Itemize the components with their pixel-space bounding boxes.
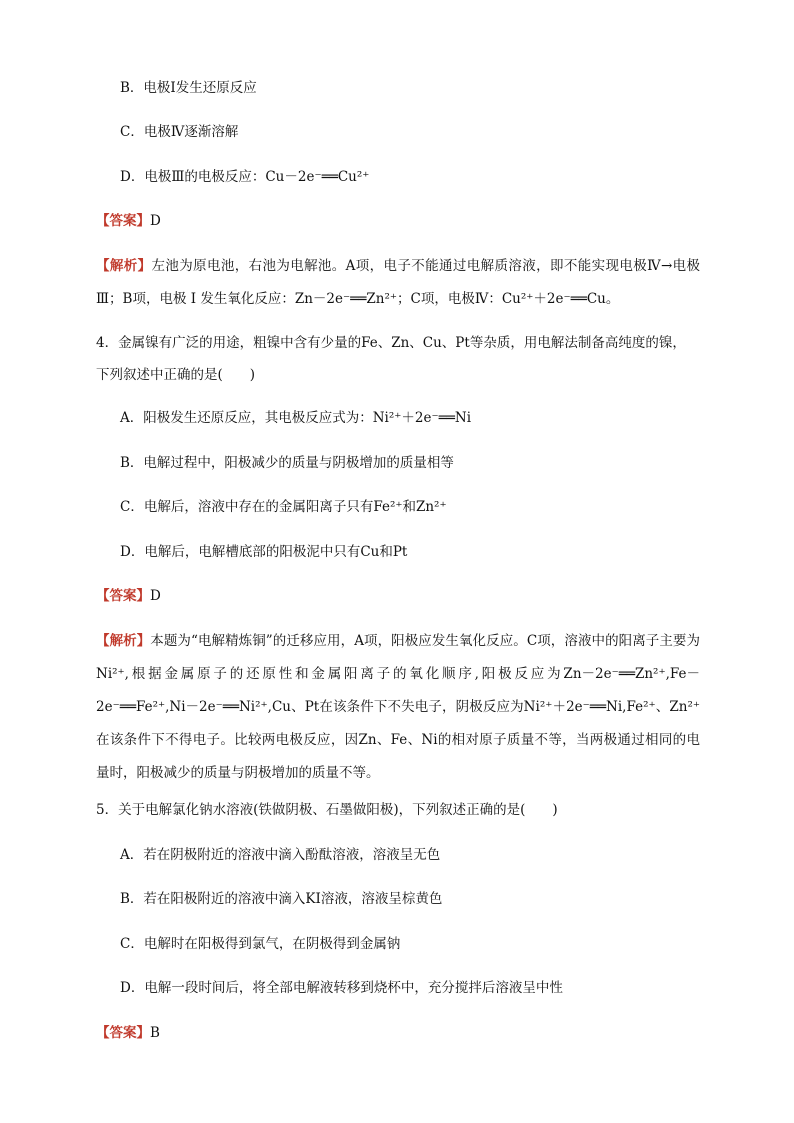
- q5-stem: 5．关于电解氯化钠水溶液(铁做阴极、石墨做阳极)，下列叙述正确的是( ): [96, 802, 558, 818]
- q4-option-c: C．电解后，溶液中存在的金属阳离子只有Fe²⁺和Zn²⁺: [120, 499, 447, 515]
- answer-label: 【答案】: [96, 213, 150, 229]
- answer-label: 【答案】: [96, 1025, 150, 1041]
- q3-analysis: [96, 250, 700, 316]
- q3-answer: [96, 211, 161, 231]
- q4-analysis: [96, 625, 700, 790]
- answer-label: 【答案】: [96, 588, 150, 604]
- answer-value: D: [150, 213, 161, 229]
- q3-option-c: C．电极Ⅳ逐渐溶解: [120, 124, 239, 140]
- q5-option-a: A．若在阴极附近的溶液中滴入酚酞溶液，溶液呈无色: [120, 847, 441, 863]
- q5-option-d: D．电解一段时间后，将全部电解液转移到烧杯中，充分搅拌后溶液呈中性: [120, 980, 563, 996]
- q3-option-d: D．电极Ⅲ的电极反应：Cu－2e⁻══Cu²⁺: [120, 169, 370, 185]
- q4-option-a: A．阳极发生还原反应，其电极反应式为：Ni²⁺＋2e⁻══Ni: [120, 410, 472, 426]
- q4-stem-line2: 下列叙述中正确的是( ): [96, 367, 256, 383]
- q3-option-b: B．电极Ⅰ发生还原反应: [120, 80, 257, 96]
- analysis-text: 左池为原电池，右池为电解池。A项，电子不能通过电解质溶液，即不能实现电极Ⅳ→电极Ⅲ；B项，电极 Ⅰ 发生氧化反应：Zn－2e⁻══Zn²⁺；C项，电极Ⅳ：Cu²⁺＋2e⁻══Cu。: [96, 258, 700, 307]
- analysis-label: 【解析】: [96, 258, 152, 274]
- answer-value: B: [150, 1025, 160, 1041]
- q4-option-d: D．电解后，电解槽底部的阳极泥中只有Cu和Pt: [120, 544, 408, 560]
- analysis-text: 本题为“电解精炼铜”的迁移应用，A项，阳极应发生氧化反应。C项，溶液中的阳离子主要为Ni²⁺,根据金属原子的还原性和金属阳离子的氧化顺序,阳极反应为Zn－2e⁻══Zn²⁺,Fe－2e⁻══Fe²⁺,Ni－2e⁻══Ni²⁺,Cu、Pt在该条件下不失电子，阴极反应为Ni²⁺＋2e⁻══Ni,Fe²⁺、Zn²⁺在该条件下不得电子。比较两电极反应，因Zn、Fe、Ni的相对原子质量不等，当两极通过相同的电量时，阳极减少的质量与阴极增加的质量不等。: [96, 633, 700, 781]
- q4-stem-line1: 4．金属镍有广泛的用途，粗镍中含有少量的Fe、Zn、Cu、Pt等杂质，用电解法制备高纯度的镍，: [96, 335, 686, 351]
- q5-answer: [96, 1023, 160, 1043]
- answer-value: D: [150, 588, 161, 604]
- q5-option-c: C．电解时在阳极得到氯气，在阴极得到金属钠: [120, 936, 401, 952]
- analysis-label: 【解析】: [96, 633, 151, 649]
- q4-answer: [96, 586, 161, 606]
- q5-option-b: B．若在阳极附近的溶液中滴入KI溶液，溶液呈棕黄色: [120, 891, 443, 907]
- q4-option-b: B．电解过程中，阳极减少的质量与阴极增加的质量相等: [120, 455, 454, 471]
